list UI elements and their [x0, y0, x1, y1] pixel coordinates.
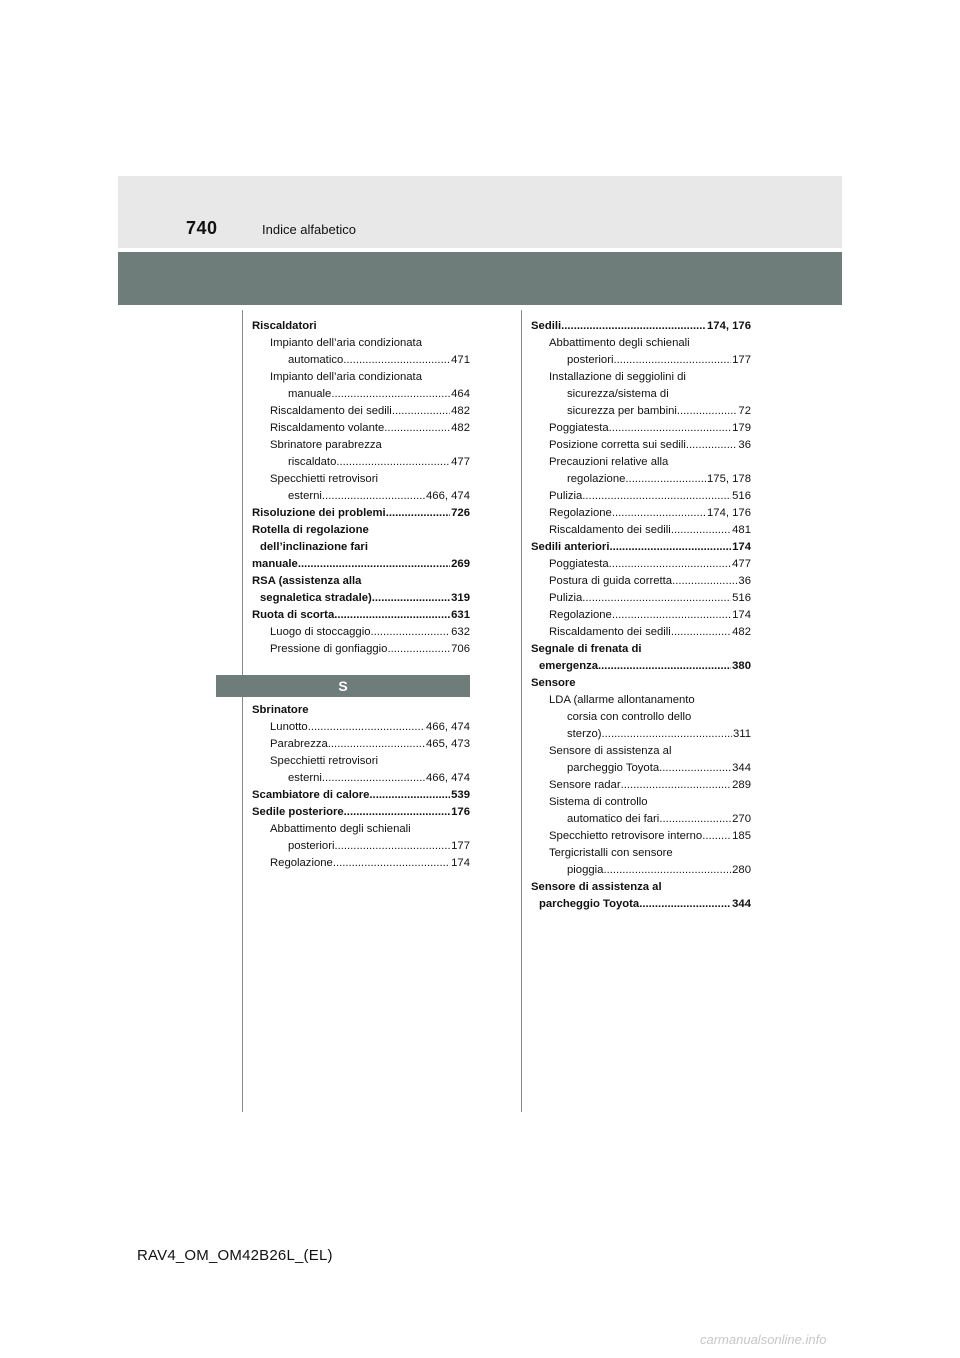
- entry-term: sicurezza per bambini: [567, 405, 677, 417]
- index-entry: [252, 556, 470, 573]
- entry-page: 632: [451, 626, 470, 638]
- index-entry: [531, 522, 751, 539]
- entry-page: 482: [732, 626, 751, 638]
- entry-term: emergenza: [539, 660, 599, 672]
- index-entry: [531, 828, 751, 845]
- index-entry: [531, 556, 751, 573]
- index-entry: [252, 719, 470, 736]
- entry-page: 706: [451, 643, 470, 655]
- index-list-left-top: [252, 318, 470, 658]
- entry-term: sterzo): [567, 728, 602, 740]
- entry-term: Scambiatore di calore: [252, 789, 370, 801]
- entry-page: 185: [732, 830, 751, 842]
- entry-term: Sensore di assistenza al: [549, 745, 672, 757]
- dot-leader: [344, 804, 450, 821]
- index-entry: [531, 505, 751, 522]
- entry-term: automatico: [288, 354, 344, 366]
- entry-page: 477: [451, 456, 470, 468]
- dot-leader: [609, 539, 731, 556]
- index-entry: [531, 386, 751, 403]
- entry-page: 516: [732, 592, 751, 604]
- index-entry: [252, 855, 470, 872]
- entry-page: 36: [738, 575, 751, 587]
- dot-leader: [369, 787, 450, 804]
- entry-term: esterni: [288, 490, 322, 502]
- index-entry: [531, 862, 751, 879]
- index-entry: [252, 437, 470, 454]
- section-title: Indice alfabetico: [262, 222, 356, 237]
- dot-leader: [331, 386, 450, 403]
- index-list-right: [531, 318, 751, 913]
- entry-page: 311: [732, 728, 751, 740]
- entry-term: Specchietto retrovisore interno: [549, 830, 703, 842]
- entry-page: 631: [451, 609, 470, 621]
- index-entry: [531, 794, 751, 811]
- entry-term: RSA (assistenza alla: [252, 575, 362, 587]
- entry-term: sicurezza/sistema di: [567, 388, 669, 400]
- index-entry: [531, 675, 751, 692]
- entry-term: Impianto dell’aria condizionata: [270, 371, 422, 383]
- index-entry: [252, 488, 470, 505]
- dot-leader: [582, 488, 731, 505]
- index-entry: [252, 369, 470, 386]
- index-entry: [531, 641, 751, 658]
- entry-term: Tergicristalli con sensore: [549, 847, 673, 859]
- dot-leader: [613, 352, 731, 369]
- dot-leader: [639, 896, 731, 913]
- entry-term: parcheggio Toyota: [539, 898, 640, 910]
- dot-leader: [686, 437, 738, 454]
- dot-leader: [672, 573, 737, 590]
- dot-leader: [582, 590, 731, 607]
- dot-leader: [386, 505, 450, 522]
- entry-term: Postura di guida corretta: [549, 575, 673, 587]
- entry-term: Abbattimento degli schienali: [270, 823, 411, 835]
- entry-term: Sbrinatore: [252, 704, 309, 716]
- entry-page: 481: [732, 524, 751, 536]
- entry-page: 174, 176: [707, 320, 751, 332]
- entry-term: Installazione di seggiolini di: [549, 371, 686, 383]
- entry-page: 380: [732, 660, 751, 672]
- index-entry: [531, 318, 751, 335]
- index-entry: [252, 335, 470, 352]
- dot-leader: [612, 505, 706, 522]
- entry-page: 344: [732, 898, 751, 910]
- dot-leader: [387, 641, 450, 658]
- entry-page: 179: [732, 422, 751, 434]
- index-entry: [531, 845, 751, 862]
- entry-term: Segnale di frenata di: [531, 643, 642, 655]
- entry-page: 466, 474: [426, 490, 470, 502]
- index-entry: [531, 573, 751, 590]
- entry-term: Riscaldamento dei sedili: [549, 626, 671, 638]
- entry-term: Regolazione: [549, 609, 612, 621]
- index-entry: [531, 607, 751, 624]
- entry-page: 36: [738, 439, 751, 451]
- dot-leader: [625, 471, 706, 488]
- dot-leader: [372, 590, 450, 607]
- index-entry: [531, 692, 751, 709]
- dot-leader: [308, 719, 425, 736]
- dot-leader: [702, 828, 731, 845]
- entry-term: dell’inclinazione fari: [260, 541, 368, 553]
- entry-term: manuale: [252, 558, 298, 570]
- entry-page: 72: [738, 405, 751, 417]
- dot-leader: [602, 726, 732, 743]
- entry-term: Pulizia: [549, 592, 583, 604]
- index-entry: [531, 403, 751, 420]
- entry-page: 482: [451, 422, 470, 434]
- dot-leader: [603, 862, 731, 879]
- index-entry: [252, 590, 470, 607]
- entry-term: corsia con controllo dello: [567, 711, 692, 723]
- index-entry: [531, 590, 751, 607]
- entry-term: posteriori: [567, 354, 614, 366]
- dot-leader: [677, 403, 738, 420]
- entry-page: 174: [732, 541, 751, 553]
- entry-term: Riscaldatori: [252, 320, 317, 332]
- entry-term: segnaletica stradale): [260, 592, 372, 604]
- entry-term: Luogo di stoccaggio: [270, 626, 371, 638]
- entry-term: Sedili anteriori: [531, 541, 610, 553]
- entry-term: esterni: [288, 772, 322, 784]
- entry-term: Pressione di gonfiaggio: [270, 643, 388, 655]
- index-entry: [252, 352, 470, 369]
- entry-term: pioggia: [567, 864, 604, 876]
- entry-page: 289: [732, 779, 751, 791]
- index-entry: [531, 454, 751, 471]
- column-divider-left: [242, 310, 243, 1112]
- entry-term: Rotella di regolazione: [252, 524, 369, 536]
- index-entry: [252, 420, 470, 437]
- index-column-right: [531, 318, 751, 913]
- entry-term: Sensore radar: [549, 779, 621, 791]
- dot-leader: [334, 838, 450, 855]
- entry-term: manuale: [288, 388, 332, 400]
- entry-term: Riscaldamento dei sedili: [549, 524, 671, 536]
- entry-term: Pulizia: [549, 490, 583, 502]
- entry-term: Regolazione: [270, 857, 333, 869]
- dot-leader: [322, 488, 425, 505]
- index-entry: [252, 838, 470, 855]
- index-column-left-bottom: [252, 702, 470, 872]
- index-entry: [531, 896, 751, 913]
- index-entry: [252, 471, 470, 488]
- entry-term: Specchietti retrovisori: [270, 473, 378, 485]
- index-entry: [252, 770, 470, 787]
- index-entry: [531, 488, 751, 505]
- dot-leader: [334, 607, 450, 624]
- index-entry: [252, 607, 470, 624]
- header-band: [118, 176, 842, 248]
- entry-page: 177: [451, 840, 470, 852]
- entry-page: 174, 176: [707, 507, 751, 519]
- dot-leader: [392, 403, 450, 420]
- column-divider-right: [521, 310, 522, 1112]
- dot-leader: [336, 454, 450, 471]
- index-entry: [531, 369, 751, 386]
- entry-term: Sedili: [531, 320, 562, 332]
- dot-leader: [612, 607, 731, 624]
- entry-page: 175, 178: [707, 473, 751, 485]
- entry-term: Abbattimento degli schienali: [549, 337, 690, 349]
- entry-page: 269: [451, 558, 470, 570]
- entry-page: 539: [451, 789, 470, 801]
- index-entry: [531, 709, 751, 726]
- entry-term: Sensore: [531, 677, 576, 689]
- entry-term: Poggiatesta: [549, 558, 609, 570]
- index-entry: [531, 352, 751, 369]
- index-entry: [252, 522, 470, 539]
- entry-page: 466, 474: [426, 721, 470, 733]
- entry-term: Sensore di assistenza al: [531, 881, 662, 893]
- index-entry: [531, 658, 751, 675]
- index-entry: [252, 624, 470, 641]
- entry-term: Risoluzione dei problemi: [252, 507, 386, 519]
- entry-term: Precauzioni relative alla: [549, 456, 669, 468]
- index-entry: [531, 471, 751, 488]
- index-list-left-bottom: [252, 702, 470, 872]
- dot-leader: [621, 777, 732, 794]
- index-entry: [531, 420, 751, 437]
- index-entry: [252, 454, 470, 471]
- entry-term: Posizione corretta sui sedili: [549, 439, 686, 451]
- index-entry: [252, 386, 470, 403]
- index-entry: [252, 573, 470, 590]
- entry-page: 477: [732, 558, 751, 570]
- entry-term: Ruota di scorta: [252, 609, 335, 621]
- entry-page: 319: [451, 592, 470, 604]
- entry-page: 177: [732, 354, 751, 366]
- entry-page: 174: [451, 857, 470, 869]
- entry-term: Specchietti retrovisori: [270, 755, 378, 767]
- entry-term: Sistema di controllo: [549, 796, 648, 808]
- index-entry: [252, 641, 470, 658]
- entry-page: 482: [451, 405, 470, 417]
- index-entry: [252, 505, 470, 522]
- entry-page: 726: [451, 507, 470, 519]
- header-bar: [118, 252, 842, 305]
- entry-page: 464: [451, 388, 470, 400]
- index-entry: [252, 318, 470, 335]
- index-entry: [531, 624, 751, 641]
- entry-page: 270: [732, 813, 751, 825]
- index-entry: [252, 403, 470, 420]
- index-entry: [252, 539, 470, 556]
- entry-term: posteriori: [288, 840, 335, 852]
- index-entry: [252, 753, 470, 770]
- dot-leader: [333, 855, 450, 872]
- entry-term: Sbrinatore parabrezza: [270, 439, 382, 451]
- entry-page: 466, 474: [426, 772, 470, 784]
- entry-term: parcheggio Toyota: [567, 762, 660, 774]
- index-entry: [531, 437, 751, 454]
- entry-term: Sedile posteriore: [252, 806, 344, 818]
- index-entry: [252, 787, 470, 804]
- entry-term: Regolazione: [549, 507, 612, 519]
- index-entry: [531, 811, 751, 828]
- entry-term: Poggiatesta: [549, 422, 609, 434]
- dot-leader: [659, 811, 731, 828]
- dot-leader: [671, 624, 731, 641]
- entry-term: Impianto dell’aria condizionata: [270, 337, 422, 349]
- index-entry: [531, 726, 751, 743]
- index-entry: [252, 821, 470, 838]
- entry-page: 344: [732, 762, 751, 774]
- entry-term: LDA (allarme allontanamento: [549, 694, 695, 706]
- index-entry: [531, 879, 751, 896]
- watermark: carmanualsonline.info: [700, 1332, 827, 1347]
- entry-page: 465, 473: [426, 738, 470, 750]
- dot-leader: [298, 556, 450, 573]
- document-code: RAV4_OM_OM42B26L_(EL): [137, 1247, 333, 1264]
- entry-term: automatico dei fari: [567, 813, 660, 825]
- entry-term: Riscaldamento volante: [270, 422, 385, 434]
- index-entry: [531, 539, 751, 556]
- entry-term: Lunotto: [270, 721, 308, 733]
- dot-leader: [609, 420, 731, 437]
- entry-page: 471: [451, 354, 470, 366]
- dot-leader: [371, 624, 451, 641]
- index-entry: [531, 777, 751, 794]
- entry-term: regolazione: [567, 473, 626, 485]
- index-entry: [531, 760, 751, 777]
- dot-leader: [561, 318, 706, 335]
- index-entry: [252, 702, 470, 719]
- letter-heading-s: S: [216, 675, 470, 697]
- entry-page: 280: [732, 864, 751, 876]
- dot-leader: [322, 770, 425, 787]
- entry-page: 516: [732, 490, 751, 502]
- dot-leader: [328, 736, 425, 753]
- entry-term: Parabrezza: [270, 738, 328, 750]
- dot-leader: [659, 760, 731, 777]
- index-entry: [252, 804, 470, 821]
- index-entry: [252, 736, 470, 753]
- entry-page: 176: [451, 806, 470, 818]
- dot-leader: [384, 420, 450, 437]
- index-entry: [531, 743, 751, 760]
- index-column-left: [252, 318, 470, 658]
- entry-page: 174: [732, 609, 751, 621]
- entry-term: Riscaldamento dei sedili: [270, 405, 392, 417]
- dot-leader: [671, 522, 731, 539]
- entry-term: riscaldato: [288, 456, 337, 468]
- dot-leader: [598, 658, 731, 675]
- page-number: 740: [186, 218, 218, 238]
- index-entry: [531, 335, 751, 352]
- dot-leader: [609, 556, 731, 573]
- dot-leader: [343, 352, 450, 369]
